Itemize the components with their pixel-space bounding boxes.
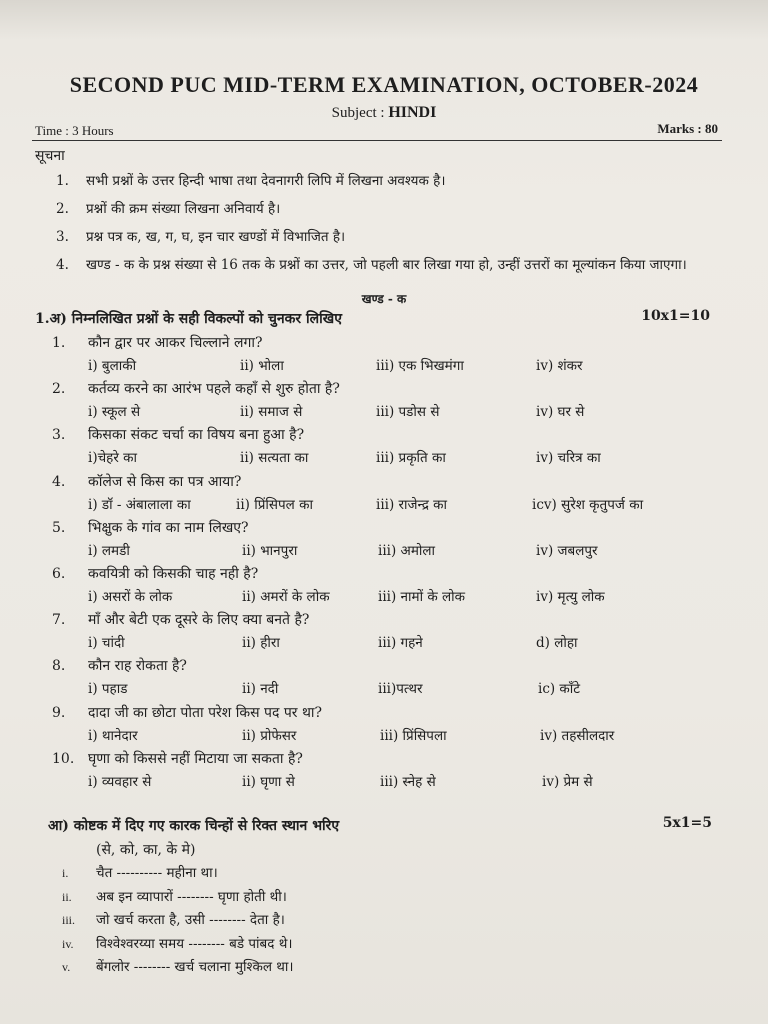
option-4: icv) सुरेश कृतुपर्ज का: [532, 496, 644, 513]
question-1-heading: 1.अ) निम्नलिखित प्रश्नों के सही विकल्पों को चुनकर लिखिए: [35, 311, 342, 327]
notice-title: सूचना: [35, 148, 65, 164]
mcq-item: 5. भिक्षुक के गांव का नाम लिखए? i) लमडी ii) भानपुरा iii) अमोला iv) जबलपुर: [52, 517, 732, 563]
fill-blank-item: v. बेंगलोर -------- खर्च चलाना मुश्किल था।: [62, 959, 294, 975]
section-heading: खण्ड - क: [361, 292, 407, 306]
mcq-list: [52, 332, 732, 794]
notice-item: 4. खण्ड - क के प्रश्न संख्या से 16 तक के प्रश्नों का उत्तर, जो पहली बार लिखा गया हो, उन्हीं उत्तरों का मूल्यांकन किया जाएगा।: [56, 257, 687, 273]
question-text: भिक्षुक के गांव का नाम लिखए?: [88, 519, 249, 536]
question-2-marks: 5x1=5: [662, 815, 712, 831]
option-4: d) लोहा: [536, 635, 578, 652]
option-2: ii) सत्यता का: [240, 450, 309, 467]
option-2: ii) घृणा से: [242, 773, 295, 790]
option-1: i) व्यवहार से: [88, 773, 152, 790]
option-2: ii) हीरा: [242, 635, 280, 652]
option-1: i) बुलाकी: [88, 358, 137, 374]
option-2: ii) प्रोफेसर: [242, 727, 297, 744]
question-text: कॉलेज से किस का पत्र आया?: [88, 473, 242, 490]
fill-blank-item: iii. जो खर्च करता है, उसी -------- देता है।: [62, 912, 285, 928]
option-4: iv) चरित्र का: [536, 450, 601, 467]
option-4: iv) जबलपुर: [536, 542, 598, 559]
option-2: ii) नदी: [242, 681, 279, 698]
mcq-item: 1. कौन द्वार पर आकर चिल्लाने लगा? i) बुलाकी ii) भोला iii) एक भिखमंगा iv) शंकर: [52, 332, 732, 378]
option-3: iii) राजेन्द्र का: [376, 496, 448, 513]
option-3: iii) स्नेह से: [380, 773, 436, 790]
question-text: माँ और बेटी एक दूसरे के लिए क्या बनते है?: [88, 612, 310, 629]
exam-time: Time : 3 Hours: [35, 123, 114, 138]
subject-label: Subject :: [331, 105, 385, 121]
option-2: ii) भानपुरा: [242, 542, 298, 559]
option-3: iii) अमोला: [378, 542, 436, 559]
subject-line: [0, 104, 768, 122]
option-3: iii) प्रिंसिपला: [380, 727, 447, 744]
option-3: iii) प्रकृति का: [376, 450, 446, 467]
option-1: i) डॉ - अंबालाला का: [88, 496, 191, 513]
option-1: i) लमडी: [88, 542, 130, 559]
option-3: iii) नामों के लोक: [378, 588, 466, 605]
question-text: किसका संकट चर्चा का विषय बना हुआ है?: [88, 427, 305, 444]
option-1: i)चेहरे का: [88, 450, 138, 467]
mcq-item: 3. किसका संकट चर्चा का विषय बना हुआ है? i)चेहरे का ii) सत्यता का iii) प्रकृति का iv) चरित्र का: [52, 424, 732, 470]
fill-blanks-list: [62, 862, 662, 980]
option-1: i) पहाड: [88, 681, 128, 698]
mcq-item: 4. कॉलेज से किस का पत्र आया? i) डॉ - अंबालाला का ii) प्रिंसिपल का iii) राजेन्द्र का icv) सुरेश कृतुपर्ज का: [52, 471, 732, 517]
subject-value: HINDI: [388, 104, 437, 121]
option-4: iv) शंकर: [536, 358, 583, 374]
option-4: iv) घर से: [536, 404, 585, 421]
option-2: ii) समाज से: [240, 404, 303, 421]
option-4: ic) काँटे: [538, 681, 581, 698]
notice-item: 3. प्रश्न पत्र क, ख, ग, घ, इन चार खण्डों में विभाजित है।: [56, 229, 346, 245]
option-4: iv) मृत्यु लोक: [536, 588, 605, 605]
mcq-item: 6. कवयित्री को किसकी चाह नही है? i) असरों के लोक ii) अमरों के लोक iii) नामों के लोक iv) मृत्यु लोक: [52, 563, 732, 609]
fill-blank-item: i. चैत ---------- महीना था।: [62, 865, 218, 881]
mcq-item: 8. कौन राह रोकता है? i) पहाड ii) नदी iii)पत्थर ic) काँटे: [52, 655, 732, 701]
question-text: कर्तव्य करने का आरंभ पहले कहाँ से शुरु होता है?: [88, 381, 340, 398]
fill-blank-item: iv. विश्वेश्वरय्या समय -------- बडे पांबद थे।: [62, 935, 293, 952]
notice-item: 2. प्रश्नों की क्रम संख्या लिखना अनिवार्य है।: [56, 201, 281, 217]
mcq-item: 10. घृणा को किससे नहीं मिटाया जा सकता है? i) व्यवहार से ii) घृणा से iii) स्नेह से iv) प्रेम से: [52, 748, 732, 794]
mcq-item: 9. दादा जी का छोटा पोता परेश किस पद पर था? i) थानेदार ii) प्रोफेसर iii) प्रिंसिपला iv) तहसीलदार: [52, 702, 732, 748]
option-1: i) चांदी: [88, 635, 125, 652]
option-1: i) स्कूल से: [88, 404, 141, 421]
option-1: i) थानेदार: [88, 727, 138, 744]
option-3: iii) पडोस से: [376, 404, 440, 421]
question-text: दादा जी का छोटा पोता परेश किस पद पर था?: [88, 704, 323, 721]
option-3: iii)पत्थर: [378, 681, 423, 698]
option-4: iv) तहसीलदार: [540, 727, 615, 744]
question-text: कवयित्री को किसकी चाह नही है?: [88, 565, 259, 582]
question-text: कौन द्वार पर आकर चिल्लाने लगा?: [88, 335, 263, 351]
question-2-heading: आ) कोष्टक में दिए गए कारक चिन्हों से रिक्त स्थान भरिए: [48, 818, 340, 834]
option-2: ii) प्रिंसिपल का: [236, 496, 313, 513]
exam-marks: Marks : 80: [657, 121, 718, 136]
fill-blank-item: ii. अब इन व्यापारों -------- घृणा होती थी।: [62, 888, 287, 905]
notice-item: 1. सभी प्रश्नों के उत्तर हिन्दी भाषा तथा देवनागरी लिपि में लिखना अवश्यक है।: [56, 173, 446, 189]
question-1-marks: 10x1=10: [641, 308, 710, 324]
option-1: i) असरों के लोक: [88, 588, 173, 605]
question-text: कौन राह रोकता है?: [88, 658, 187, 675]
question-text: घृणा को किससे नहीं मिटाया जा सकता है?: [88, 750, 303, 767]
mcq-item: 7. माँ और बेटी एक दूसरे के लिए क्या बनते है? i) चांदी ii) हीरा iii) गहने d) लोहा: [52, 609, 732, 655]
mcq-item: 2. कर्तव्य करने का आरंभ पहले कहाँ से शुरु होता है? i) स्कूल से ii) समाज से iii) पडोस से iv) घर से: [52, 378, 732, 424]
option-2: ii) भोला: [240, 358, 284, 374]
notice-list: [56, 170, 716, 282]
option-3: iii) गहने: [378, 635, 423, 652]
exam-title: SECOND PUC MID-TERM EXAMINATION, OCTOBER-2024: [69, 72, 699, 97]
option-4: iv) प्रेम से: [542, 773, 593, 790]
header-divider: [32, 140, 722, 141]
option-2: ii) अमरों के लोक: [242, 588, 330, 605]
question-2-hint: (से, को, का, के मे): [96, 842, 196, 858]
option-3: iii) एक भिखमंगा: [376, 358, 464, 374]
